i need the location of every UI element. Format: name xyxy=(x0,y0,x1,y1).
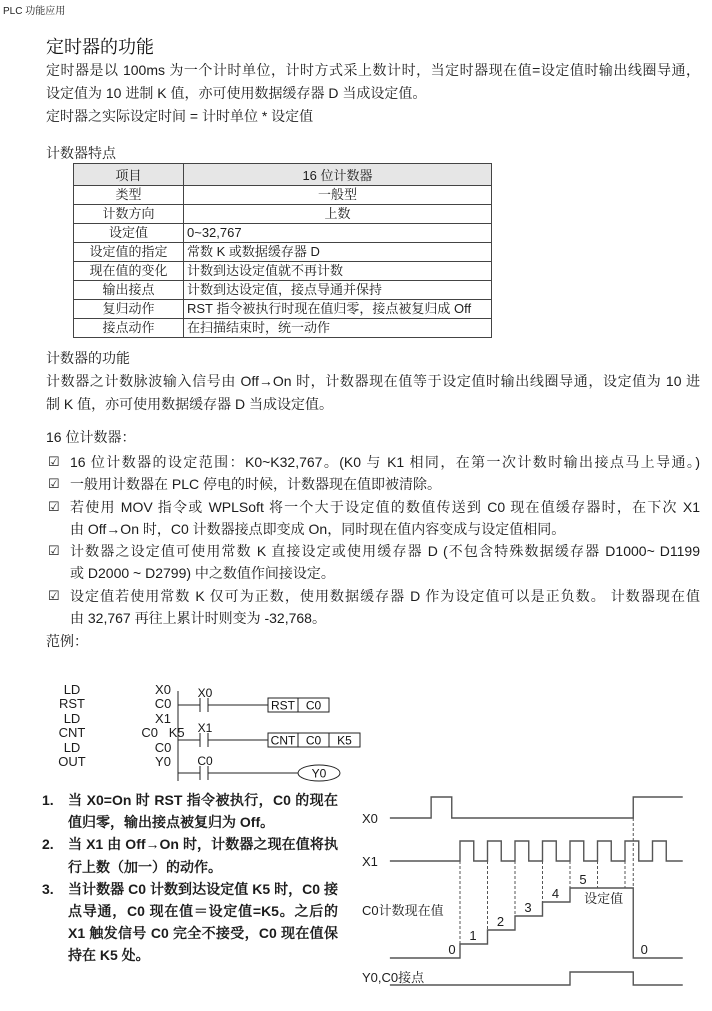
checklist-item xyxy=(46,496,700,541)
instruction-operand: X1 xyxy=(155,710,171,726)
row-item: 设定值 xyxy=(74,224,184,243)
checkbox-checked-icon: ☑ xyxy=(48,587,60,603)
checklist-item xyxy=(46,473,700,495)
ladder-rung xyxy=(178,754,340,781)
row-item: 复归动作 xyxy=(74,300,184,319)
counter-function-description xyxy=(46,370,700,416)
signal-label-y0: Y0,C0接点 xyxy=(362,970,425,985)
table-row xyxy=(74,224,492,243)
text-line: 计数器之设定值可使用常数 K 直接设定或使用缓存器 D (不包含特殊数据缓存器 D1000~ D1199 xyxy=(70,543,700,560)
text-line: 点导通，C0 现在值＝设定值=K5。之后的 xyxy=(68,902,338,919)
instruction-op: OUT xyxy=(58,753,86,769)
explanation-item xyxy=(42,833,338,877)
checkbox-checked-icon: ☑ xyxy=(48,498,60,514)
row-item: 现在值的变化 xyxy=(74,262,184,281)
timer-description xyxy=(46,59,700,128)
row-value: RST 指令被执行时现在值归零，接点被复归成 Off xyxy=(184,300,492,319)
row-item: 输出接点 xyxy=(74,281,184,300)
waveform-x0 xyxy=(390,797,683,818)
row-item: 计数方向 xyxy=(74,205,184,224)
text-line: 一般用计数器在 PLC 停电的时候，计数器现在值即被清除。 xyxy=(70,476,442,493)
row-item: 类型 xyxy=(74,186,184,205)
row-item: 接点动作 xyxy=(74,319,184,338)
instruction-operand: C0 K5 xyxy=(141,725,185,741)
checkbox-checked-icon: ☑ xyxy=(48,454,60,469)
checkbox-checked-icon: ☑ xyxy=(48,476,60,492)
text-line: 设定值若使用常数 K 仅可为正数，使用数据缓存器 D 作为设定值可以是正负数。 计数器现在值 xyxy=(70,587,700,604)
column-header-16bit-counter: 16 位计数器 xyxy=(184,164,492,186)
counter-value-label: 0 xyxy=(448,942,456,957)
set-value-label: 设定值 xyxy=(584,891,624,906)
text-line: 由 Off→On 时，C0 计数器接点即变成 On，同时现在值内容变成与设定值相同。 xyxy=(70,520,566,537)
text-line: 定时器是以 100ms 为一个计时单位，计时方式采上数计时，当定时器现在值=设定值时输出线圈导通， xyxy=(46,62,700,78)
checklist-item xyxy=(46,585,700,630)
text-line: 制 K 值，亦可使用数据缓存器 D 当成设定值。 xyxy=(46,396,334,412)
table-row xyxy=(74,186,492,205)
counter-value-label: 2 xyxy=(496,914,505,929)
signal-label-x1: X1 xyxy=(362,854,378,869)
row-value: 计数到达设定值，接点导通并保持 xyxy=(184,281,492,300)
item-number: 1. xyxy=(42,792,54,808)
counter-function-title: 计数器的功能 xyxy=(46,350,130,366)
timer-function-title: 定时器的功能 xyxy=(46,37,154,57)
waveform-y0 xyxy=(390,972,683,985)
waveform-x1 xyxy=(390,841,683,861)
item-number: 3. xyxy=(42,880,54,897)
instruction-op: LD xyxy=(63,710,81,726)
example-explanations xyxy=(42,789,338,967)
row-value: 常数 K 或数据缓存器 D xyxy=(184,243,492,262)
counter-value-label: 3 xyxy=(524,900,532,915)
counter-spec-table xyxy=(73,163,492,338)
instruction-op: LD xyxy=(63,682,81,697)
counter16-checklist xyxy=(46,451,700,629)
text-line: 16 位计数器的设定范围：K0~K32,767。(K0 与 K1 相同，在第一次计数时输出接点马上导通。) xyxy=(70,454,700,470)
table-row xyxy=(74,243,492,262)
counter-features-title: 计数器特点 xyxy=(46,145,116,161)
instruction-op: LD xyxy=(63,739,81,755)
explanation-item xyxy=(42,878,338,967)
signal-label-counter: C0计数现在值 xyxy=(362,903,444,918)
instruction-operand: Y0 xyxy=(155,753,171,769)
instruction-operand: X0 xyxy=(155,682,171,697)
table-row xyxy=(74,319,492,338)
checklist-item xyxy=(46,540,700,585)
counter-value-label: 1 xyxy=(469,928,477,943)
row-value: 上数 xyxy=(184,205,492,224)
ladder-rung xyxy=(178,721,360,748)
running-header: PLC 功能应用 xyxy=(3,6,66,17)
row-value: 计数到达设定值就不再计数 xyxy=(184,262,492,281)
counter16-title: 16 位计数器： xyxy=(46,429,136,445)
counter-value-label: 5 xyxy=(579,872,587,887)
explanation-item xyxy=(42,789,338,833)
text-line: 若使用 MOV 指令或 WPLSoft 将一个大于设定值的数值传送到 C0 现在值缓存器时，在下次 X1 xyxy=(70,498,700,515)
instruction-operand: C0 xyxy=(154,739,172,755)
signal-label-x0: X0 xyxy=(362,811,378,826)
text-line: 或 D2000 ~ D2799) 中之数值作间接设定。 xyxy=(70,565,335,582)
text-line: 行上数（加一）的动作。 xyxy=(68,858,222,875)
counter-value-label: 0 xyxy=(640,942,648,957)
text-line: 持在 K5 处。 xyxy=(68,947,150,964)
table-row xyxy=(74,281,492,300)
instruction-box-text: C0 xyxy=(305,698,322,713)
contact-label: C0 xyxy=(197,754,213,768)
contact-label: X0 xyxy=(197,686,213,700)
example-title: 范例： xyxy=(46,633,88,649)
contact-label: X1 xyxy=(197,721,213,735)
ladder-diagram xyxy=(170,680,370,790)
text-line: 当 X1 由 Off→On 时，计数器之现在值将执 xyxy=(68,836,338,853)
timing-diagram xyxy=(355,785,705,1000)
instruction-box-text: C0 xyxy=(305,733,322,748)
text-line: 设定值为 10 进制 K 值，亦可使用数据缓存器 D 当成设定值。 xyxy=(46,85,427,101)
instruction-box-text: RST xyxy=(271,698,295,713)
row-item: 设定值的指定 xyxy=(74,243,184,262)
instruction-box-text: K5 xyxy=(337,733,352,748)
instruction-op: RST xyxy=(59,696,85,712)
instruction-box-text: CNT xyxy=(270,733,296,748)
counter-value-label: 4 xyxy=(551,886,560,901)
row-value: 一般型 xyxy=(184,186,492,205)
waveform-counter xyxy=(390,888,683,958)
row-value: 在扫描结束时，统一动作 xyxy=(184,319,492,338)
table-header-row xyxy=(74,164,492,186)
text-line: 定时器之实际设定时间 = 计时单位 * 设定值 xyxy=(46,108,314,124)
instruction-operand: C0 xyxy=(154,696,172,712)
text-line: 计数器之计数脉波输入信号由 Off→On 时，计数器现在值等于设定值时输出线圈导通，设定值为 10 进 xyxy=(46,373,700,389)
text-line: X1 触发信号 C0 完全不接受，C0 现在值保 xyxy=(68,925,338,942)
instruction-op: CNT xyxy=(58,725,86,741)
checkbox-checked-icon: ☑ xyxy=(48,543,60,559)
text-line: 值归零，输出接点被复归为 Off。 xyxy=(68,814,275,831)
text-line: 当 X0=On 时 RST 指令被执行，C0 的现在 xyxy=(68,792,338,808)
table-row xyxy=(74,205,492,224)
ladder-rung xyxy=(178,686,329,713)
row-value: 0~32,767 xyxy=(184,224,492,243)
table-row xyxy=(74,262,492,281)
table-row xyxy=(74,300,492,319)
item-number: 2. xyxy=(42,836,54,853)
output-coil-label: Y0 xyxy=(311,766,327,781)
text-line: 由 32,767 再往上累计时则变为 -32,768。 xyxy=(70,610,326,627)
column-header-item: 项目 xyxy=(74,164,184,186)
text-line: 当计数器 C0 计数到达设定值 K5 时，C0 接 xyxy=(68,880,338,897)
checklist-item xyxy=(46,451,700,473)
